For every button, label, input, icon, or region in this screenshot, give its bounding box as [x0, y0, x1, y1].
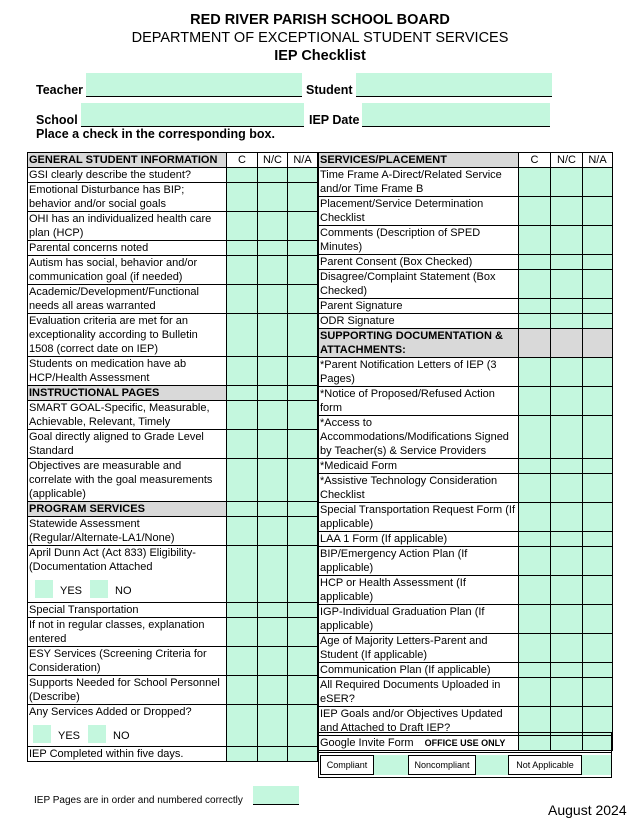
- check-box[interactable]: [288, 314, 318, 357]
- check-box[interactable]: [288, 517, 318, 546]
- check-box[interactable]: [288, 603, 318, 618]
- office-use-title: OFFICE USE ONLY: [319, 733, 611, 753]
- check-box[interactable]: [258, 705, 288, 747]
- no-checkbox[interactable]: [90, 580, 108, 598]
- check-box[interactable]: [551, 168, 583, 197]
- check-box[interactable]: [227, 168, 258, 183]
- col-header-na: N/A: [583, 153, 613, 168]
- checklist-item-label: Disagree/Complaint Statement (Box Checked): [319, 270, 519, 299]
- check-box[interactable]: [227, 430, 258, 459]
- check-box[interactable]: [551, 358, 583, 387]
- department-name: DEPARTMENT OF EXCEPTIONAL STUDENT SERVICES: [131, 30, 509, 46]
- right-checklist-table: [318, 152, 613, 751]
- check-box[interactable]: [519, 314, 551, 329]
- teacher-label: Teacher: [36, 83, 84, 97]
- no-label: NO: [113, 730, 130, 742]
- noncompliant-label: Noncompliant: [408, 755, 476, 775]
- check-box[interactable]: [519, 168, 551, 197]
- check-box[interactable]: [519, 459, 551, 474]
- check-box[interactable]: [258, 502, 288, 517]
- check-box[interactable]: [519, 503, 551, 532]
- check-box[interactable]: [519, 532, 551, 547]
- check-box[interactable]: [551, 663, 583, 678]
- check-box[interactable]: [519, 634, 551, 663]
- pages-note: IEP Pages are in order and numbered correctly: [34, 795, 243, 806]
- check-box[interactable]: [583, 532, 613, 547]
- checklist-item-label: Any Services Added or Dropped?: [29, 706, 192, 718]
- check-box[interactable]: [227, 386, 258, 401]
- check-box[interactable]: [258, 676, 288, 705]
- checklist-item-label: Special Transportation: [28, 603, 227, 618]
- checklist-item-label: Emotional Disturbance has BIP; behavior and/or social goals: [28, 183, 227, 212]
- check-box[interactable]: [227, 314, 258, 357]
- check-box[interactable]: [583, 314, 613, 329]
- check-box[interactable]: [551, 299, 583, 314]
- general-section-header: GENERAL STUDENT INFORMATION: [28, 153, 227, 168]
- check-box[interactable]: [288, 705, 318, 747]
- instructional-section-header: INSTRUCTIONAL PAGES: [28, 386, 227, 401]
- yes-no-group: [29, 580, 225, 598]
- check-box[interactable]: [288, 256, 318, 285]
- check-box[interactable]: [288, 357, 318, 386]
- check-box[interactable]: [258, 386, 288, 401]
- school-field[interactable]: [81, 103, 304, 127]
- check-box[interactable]: [583, 605, 613, 634]
- check-box[interactable]: [551, 416, 583, 459]
- check-box[interactable]: [583, 576, 613, 605]
- checklist-item-label: April Dunn Act (Act 833) Eligibility-(Documentation Attached: [29, 547, 196, 573]
- check-box[interactable]: [551, 474, 583, 503]
- check-box[interactable]: [519, 358, 551, 387]
- check-box[interactable]: [551, 634, 583, 663]
- not-applicable-label: Not Applicable: [508, 755, 582, 775]
- col-header-nc: N/C: [258, 153, 288, 168]
- check-box[interactable]: [288, 212, 318, 241]
- check-box[interactable]: [583, 197, 613, 226]
- check-box[interactable]: [227, 183, 258, 212]
- office-use-box: [318, 732, 612, 778]
- checklist-item-label: OHI has an individualized health care plan (HCP): [28, 212, 227, 241]
- check-box[interactable]: [258, 517, 288, 546]
- check-box[interactable]: [288, 241, 318, 256]
- check-box[interactable]: [227, 647, 258, 676]
- checklist-item-label: *Assistive Technology Consideration Checklist: [319, 474, 519, 503]
- check-box[interactable]: [583, 459, 613, 474]
- checklist-item-label: *Parent Notification Letters of IEP (3 Pages): [319, 358, 519, 387]
- check-box[interactable]: [288, 168, 318, 183]
- check-box[interactable]: [227, 459, 258, 502]
- check-box[interactable]: [519, 547, 551, 576]
- yes-label: YES: [58, 730, 81, 742]
- check-box[interactable]: [288, 647, 318, 676]
- checklist-item-label: Age of Majority Letters-Parent and Student (If applicable): [319, 634, 519, 663]
- check-box[interactable]: [551, 387, 583, 416]
- check-box[interactable]: [258, 241, 288, 256]
- checklist-item-label: Time Frame A-Direct/Related Service and/or Time Frame B: [319, 168, 519, 197]
- check-box[interactable]: [227, 676, 258, 705]
- check-box[interactable]: [288, 676, 318, 705]
- check-box[interactable]: [227, 256, 258, 285]
- check-box[interactable]: [288, 618, 318, 647]
- check-box[interactable]: [583, 270, 613, 299]
- check-box[interactable]: [551, 678, 583, 707]
- checklist-item-label: *Access to Accommodations/Modifications Signed by Teacher(s) & Service Providers: [319, 416, 519, 459]
- check-box[interactable]: [551, 532, 583, 547]
- checklist-item-label: *Notice of Proposed/Refused Action form: [319, 387, 519, 416]
- checklist-item-services-added: [28, 705, 227, 747]
- checklist-item-label: Parent Signature: [319, 299, 519, 314]
- check-box[interactable]: [551, 314, 583, 329]
- check-box[interactable]: [519, 270, 551, 299]
- check-box[interactable]: [583, 387, 613, 416]
- revision-date: August 2024: [548, 802, 627, 818]
- checklist-item-label: Goal directly aligned to Grade Level Standard: [28, 430, 227, 459]
- teacher-field[interactable]: [86, 73, 302, 97]
- check-box[interactable]: [519, 474, 551, 503]
- checklist-item-label: Supports Needed for School Personnel (Describe): [28, 676, 227, 705]
- check-box[interactable]: [551, 459, 583, 474]
- checklist-item-label: GSI clearly describe the student?: [28, 168, 227, 183]
- check-box[interactable]: [551, 197, 583, 226]
- check-box[interactable]: [583, 547, 613, 576]
- student-label: Student: [306, 83, 353, 97]
- checklist-item-april-dunn: [28, 546, 227, 603]
- check-box[interactable]: [583, 329, 613, 358]
- check-box[interactable]: [551, 329, 583, 358]
- check-box[interactable]: [583, 634, 613, 663]
- check-box[interactable]: [288, 747, 318, 762]
- checklist-item-label: IEP Goals and/or Objectives Updated and Attached to Draft IEP?: [319, 707, 519, 736]
- check-box[interactable]: [258, 618, 288, 647]
- check-box[interactable]: [583, 226, 613, 255]
- checklist-item-label: Parental concerns noted: [28, 241, 227, 256]
- check-box[interactable]: [519, 416, 551, 459]
- yes-no-group: [29, 725, 225, 743]
- noncompliant-checkbox[interactable]: [476, 755, 508, 775]
- school-label: School: [36, 113, 78, 127]
- check-box[interactable]: [227, 285, 258, 314]
- check-box[interactable]: [583, 255, 613, 270]
- check-box[interactable]: [519, 299, 551, 314]
- check-box[interactable]: [551, 226, 583, 255]
- check-box[interactable]: [227, 502, 258, 517]
- checklist-item-label: If not in regular classes, explanation entered: [28, 618, 227, 647]
- check-box[interactable]: [227, 401, 258, 430]
- checklist-item-label: HCP or Health Assessment (If applicable): [319, 576, 519, 605]
- checklist-item-label: IGP-Individual Graduation Plan (If applicable): [319, 605, 519, 634]
- checklist-item-label: Parent Consent (Box Checked): [319, 255, 519, 270]
- check-box[interactable]: [519, 255, 551, 270]
- checklist-item-label: Google Invite Form: [319, 736, 519, 751]
- check-box[interactable]: [551, 503, 583, 532]
- check-box[interactable]: [227, 517, 258, 546]
- check-box[interactable]: [258, 603, 288, 618]
- check-box[interactable]: [258, 168, 288, 183]
- yes-checkbox[interactable]: [35, 580, 53, 598]
- check-box[interactable]: [519, 197, 551, 226]
- check-box[interactable]: [583, 299, 613, 314]
- checklist-item-label: IEP Completed within five days.: [28, 747, 227, 762]
- check-box[interactable]: [227, 241, 258, 256]
- checklist-item-label: Evaluation criteria are met for an exceptionality according to Bulletin 1508 (correct date on IEP): [28, 314, 227, 357]
- check-box[interactable]: [258, 256, 288, 285]
- check-box[interactable]: [551, 605, 583, 634]
- col-header-na: N/A: [288, 153, 318, 168]
- check-box[interactable]: [519, 576, 551, 605]
- checklist-item-label: ODR Signature: [319, 314, 519, 329]
- check-box[interactable]: [227, 357, 258, 386]
- services-section-header: SERVICES/PLACEMENT: [319, 153, 519, 168]
- org-name: RED RIVER PARISH SCHOOL BOARD: [190, 12, 450, 28]
- check-box[interactable]: [288, 183, 318, 212]
- instructions: Place a check in the corresponding box.: [36, 127, 275, 141]
- check-box[interactable]: [583, 168, 613, 197]
- check-box[interactable]: [258, 459, 288, 502]
- check-box[interactable]: [288, 430, 318, 459]
- check-box[interactable]: [583, 678, 613, 707]
- compliant-label: Compliant: [320, 755, 374, 775]
- check-box[interactable]: [551, 270, 583, 299]
- check-box[interactable]: [258, 401, 288, 430]
- checklist-item-label: Comments (Description of SPED Minutes): [319, 226, 519, 255]
- check-box[interactable]: [583, 503, 613, 532]
- checklist-item-label: Placement/Service Determination Checklist: [319, 197, 519, 226]
- col-header-c: C: [519, 153, 551, 168]
- checklist-item-label: BIP/Emergency Action Plan (If applicable): [319, 547, 519, 576]
- office-status-row: [319, 753, 611, 777]
- check-box[interactable]: [583, 358, 613, 387]
- no-label: NO: [115, 585, 132, 597]
- student-field[interactable]: [356, 73, 552, 97]
- check-box[interactable]: [288, 285, 318, 314]
- check-box[interactable]: [519, 663, 551, 678]
- iep-date-field[interactable]: [362, 103, 550, 127]
- check-box[interactable]: [258, 314, 288, 357]
- check-box[interactable]: [227, 618, 258, 647]
- check-box[interactable]: [258, 430, 288, 459]
- check-box[interactable]: [258, 183, 288, 212]
- check-box[interactable]: [519, 329, 551, 358]
- yes-label: YES: [60, 585, 83, 597]
- checklist-item-label: Communication Plan (If applicable): [319, 663, 519, 678]
- check-box[interactable]: [227, 603, 258, 618]
- yes-checkbox[interactable]: [33, 725, 51, 743]
- check-box[interactable]: [551, 576, 583, 605]
- supporting-section-header: SUPPORTING DOCUMENTATION & ATTACHMENTS:: [319, 329, 519, 358]
- checklist-item-label: SMART GOAL-Specific, Measurable, Achievable, Relevant, Timely: [28, 401, 227, 430]
- not-applicable-checkbox[interactable]: [582, 755, 611, 775]
- check-box[interactable]: [258, 285, 288, 314]
- checklist-item-label: *Medicaid Form: [319, 459, 519, 474]
- check-box[interactable]: [288, 502, 318, 517]
- check-box[interactable]: [258, 747, 288, 762]
- checklist-item-label: Objectives are measurable and correlate with the goal measurements (applicable): [28, 459, 227, 502]
- check-box[interactable]: [519, 387, 551, 416]
- pages-note-field[interactable]: [253, 786, 299, 805]
- page-title: IEP Checklist: [274, 48, 366, 64]
- check-box[interactable]: [258, 546, 288, 603]
- check-box[interactable]: [288, 401, 318, 430]
- checklist-item-label: All Required Documents Uploaded in eSER?: [319, 678, 519, 707]
- checklist-item-label: Students on medication have ab HCP/Health Assessment: [28, 357, 227, 386]
- checklist-item-label: Autism has social, behavior and/or communication goal (if needed): [28, 256, 227, 285]
- check-box[interactable]: [519, 678, 551, 707]
- check-box[interactable]: [288, 459, 318, 502]
- check-box[interactable]: [227, 212, 258, 241]
- check-box[interactable]: [583, 663, 613, 678]
- check-box[interactable]: [288, 546, 318, 603]
- check-box[interactable]: [227, 705, 258, 747]
- check-box[interactable]: [551, 547, 583, 576]
- no-checkbox[interactable]: [88, 725, 106, 743]
- col-header-nc: N/C: [551, 153, 583, 168]
- check-box[interactable]: [583, 474, 613, 503]
- checklist-item-label: LAA 1 Form (If applicable): [319, 532, 519, 547]
- check-box[interactable]: [227, 747, 258, 762]
- col-header-c: C: [227, 153, 258, 168]
- check-box[interactable]: [258, 647, 288, 676]
- check-box[interactable]: [519, 605, 551, 634]
- compliant-checkbox[interactable]: [374, 755, 408, 775]
- check-box[interactable]: [258, 357, 288, 386]
- check-box[interactable]: [227, 546, 258, 603]
- check-box[interactable]: [551, 255, 583, 270]
- check-box[interactable]: [519, 226, 551, 255]
- check-box[interactable]: [288, 386, 318, 401]
- checklist-item-label: Statewide Assessment (Regular/Alternate-LA1/None): [28, 517, 227, 546]
- checklist-item-label: Special Transportation Request Form (If applicable): [319, 503, 519, 532]
- program-section-header: PROGRAM SERVICES: [28, 502, 227, 517]
- left-checklist-table: [27, 152, 318, 762]
- checklist-item-label: ESY Services (Screening Criteria for Consideration): [28, 647, 227, 676]
- check-box[interactable]: [583, 416, 613, 459]
- check-box[interactable]: [258, 212, 288, 241]
- iep-date-label: IEP Date: [309, 113, 360, 127]
- checklist-item-label: Academic/Development/Functional needs all areas warranted: [28, 285, 227, 314]
